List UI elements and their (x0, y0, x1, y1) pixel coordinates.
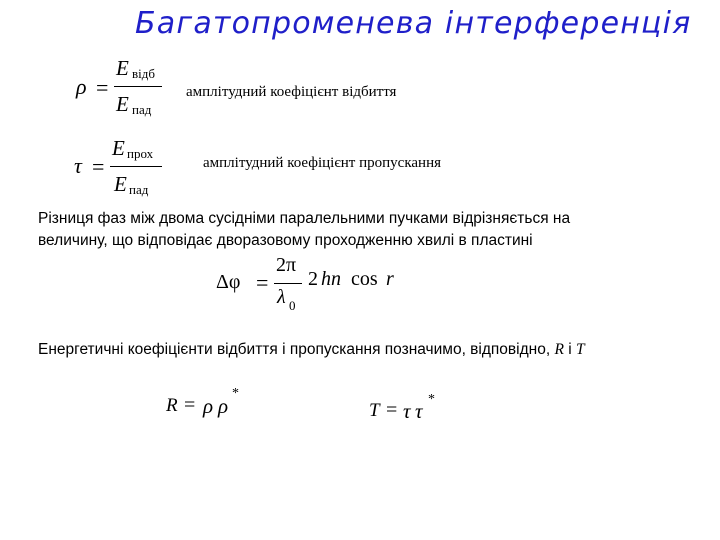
equals-sign: = (92, 154, 105, 179)
phase-lhs: Δφ (216, 271, 241, 293)
energy-coefficients-text (38, 339, 585, 361)
tau-description: амплітудний коефіцієнт пропускання (203, 155, 441, 171)
tau-conjugate-symbol: τ (415, 399, 423, 423)
fraction-bar (114, 86, 162, 87)
T-symbol: T (369, 400, 380, 421)
numerator-subscript: відб (132, 66, 155, 81)
denominator-subscript: пад (132, 102, 152, 117)
equals-sign: = (386, 399, 398, 421)
phase-argument: r (386, 268, 394, 290)
equals-sign: = (96, 75, 109, 100)
lambda-subscript: 0 (289, 298, 296, 313)
rho-conjugate-symbol: ρ (218, 394, 229, 418)
numerator-symbol: E (112, 136, 125, 160)
denominator-subscript: пад (129, 182, 149, 197)
energy-text: Енергетичні коефіцієнти відбиття і пропускання позначимо, відповідно, (38, 341, 551, 358)
phase-variables: hn (321, 268, 341, 290)
lambda-symbol: λ (277, 286, 286, 308)
phase-coefficient: 2 (308, 268, 318, 290)
rho-symbol: ρ (203, 394, 214, 418)
symbol-R: R (554, 341, 564, 358)
rho-description: амплітудний коефіцієнт відбиття (186, 84, 397, 100)
page-title: Багатопроменева інтерференція (135, 6, 692, 41)
tau-symbol: τ (74, 153, 82, 178)
phase-difference-text: Різниця фаз між двома сусідніми паралельними пучками відрізняється на величину, що відповідає дворазовому проходженню хвилі в пластині (38, 210, 571, 249)
denominator-symbol: E (114, 172, 127, 196)
equals-sign: = (256, 270, 269, 295)
cos-function: cos (351, 268, 378, 290)
conjugate-star: * (428, 392, 435, 407)
symbol-T: T (575, 341, 585, 358)
rho-symbol: ρ (76, 74, 87, 99)
fraction-bar (274, 283, 302, 284)
tau-symbol: τ (403, 399, 411, 423)
conjugate-star: * (232, 386, 239, 401)
numerator-symbol: E (116, 56, 129, 80)
denominator-symbol: E (116, 92, 129, 116)
fraction-bar (110, 166, 162, 167)
numerator-subscript: прох (127, 146, 154, 161)
conjunction: і (568, 341, 572, 358)
R-symbol: R (166, 395, 178, 416)
equals-sign: = (184, 394, 196, 416)
phase-numerator: 2π (276, 254, 297, 276)
